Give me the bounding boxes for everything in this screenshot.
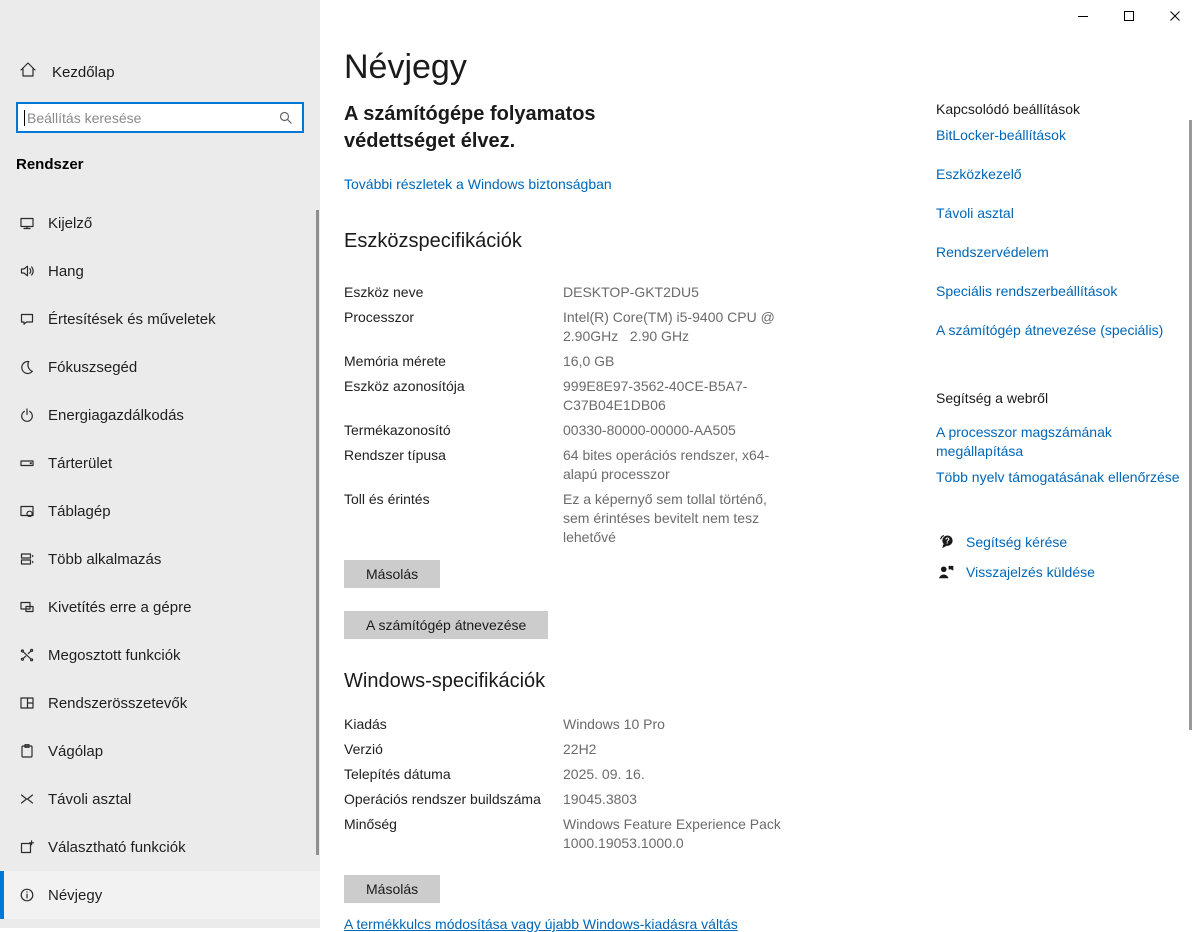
spec-label: Processzor [344, 309, 415, 325]
product-key-link[interactable]: A termékkulcs módosítása vagy újabb Windows-kiadásra váltás [344, 916, 738, 932]
related-link-remote-desktop[interactable]: Távoli asztal [936, 205, 1014, 221]
spec-row [344, 815, 804, 853]
sidebar-item-home[interactable] [0, 52, 320, 92]
svg-text:?: ? [945, 536, 950, 546]
copy-windows-specs-button[interactable]: Másolás [344, 875, 440, 903]
sidebar-item-label: Választható funkciók [48, 838, 186, 856]
related-settings [936, 101, 1188, 360]
clipboard-icon [18, 743, 36, 759]
maximize-icon [1123, 10, 1135, 22]
sidebar-item-label: Kijelző [48, 214, 93, 232]
security-status: A számítógépe folyamatos védettséget élvez. [344, 103, 596, 152]
spec-label: Minőség [344, 816, 397, 832]
spec-row [344, 490, 804, 547]
security-details-link[interactable]: További részletek a Windows biztonságban [344, 176, 612, 192]
sidebar-item-label: Rendszerösszetevők [48, 694, 188, 712]
get-help-link[interactable]: Segítség kérése [966, 534, 1068, 550]
spec-row [344, 446, 804, 484]
spec-row [344, 740, 804, 759]
spec-label: Eszköz azonosítója [344, 378, 465, 394]
spec-label: Memória mérete [344, 353, 446, 369]
minimize-icon [1077, 10, 1089, 22]
related-link-rename-pc-advanced[interactable]: A számítógép átnevezése (speciális) [936, 322, 1164, 338]
sidebar-item-kivetites[interactable] [0, 583, 320, 631]
spec-row [344, 377, 804, 415]
sidebar-item-label: Távoli asztal [48, 790, 132, 808]
spec-label: Operációs rendszer buildszáma [344, 791, 541, 807]
sidebar-item-label: Vágólap [48, 742, 104, 760]
spec-label: Kiadás [344, 716, 387, 732]
spec-label: Rendszer típusa [344, 447, 446, 463]
sidebar-item-tarterulet[interactable] [0, 439, 320, 487]
spec-row [344, 715, 804, 734]
sidebar-item-kijelzo[interactable] [0, 199, 320, 247]
spec-row [344, 765, 804, 784]
home-icon [18, 60, 38, 85]
about-icon [18, 887, 36, 903]
spec-value: Windows Feature Experience Pack 1000.19053.1000.0 [563, 816, 785, 851]
spec-value: 00330-80000-00000-AA505 [563, 422, 736, 438]
shared-experiences-icon [18, 647, 36, 663]
search-input[interactable] [27, 110, 278, 126]
sidebar-item-label: Megosztott funkciók [48, 646, 181, 664]
tablet-icon [18, 503, 36, 519]
system-components-icon [18, 695, 36, 711]
window-controls [1060, 0, 1198, 32]
related-link-advanced-system-settings[interactable]: Speciális rendszerbeállítások [936, 283, 1118, 299]
spec-row [344, 352, 804, 371]
remote-desktop-icon [18, 791, 36, 807]
display-icon [18, 215, 36, 231]
sidebar-item-rendszerosszetevok[interactable] [0, 679, 320, 727]
sidebar-item-fokuszseged[interactable] [0, 343, 320, 391]
spec-value: Windows 10 Pro [563, 716, 665, 732]
sidebar-item-label: Kezdőlap [52, 63, 115, 81]
related-link-bitlocker[interactable]: BitLocker-beállítások [936, 127, 1066, 143]
minimize-button[interactable] [1060, 0, 1106, 32]
focus-assist-icon [18, 359, 36, 375]
get-help-icon [936, 533, 956, 551]
optional-features-icon [18, 839, 36, 855]
search-box [16, 102, 304, 133]
sidebar-item-label: Fókuszsegéd [48, 358, 138, 376]
spec-row [344, 283, 804, 302]
sidebar-item-label: Táblagép [48, 502, 111, 520]
device-specs-heading: Eszközspecifikációk [344, 230, 522, 252]
close-icon [1169, 10, 1181, 22]
sidebar-section-label: Rendszer [16, 156, 84, 173]
windows-specs-section [344, 668, 804, 932]
sidebar-item-label: Több alkalmazás [48, 550, 162, 568]
spec-value: DESKTOP-GKT2DU5 [563, 284, 699, 300]
web-help-heading: Segítség a webről [936, 390, 1049, 406]
windows-specs-heading: Windows-specifikációk [344, 670, 546, 692]
spec-row [344, 421, 804, 440]
spec-value: 64 bites operációs rendszer, x64-alapú processzor [563, 447, 770, 482]
feedback-icon [936, 563, 956, 581]
sidebar-item-tablagep[interactable] [0, 487, 320, 535]
sidebar-item-energiagazdalkodas[interactable] [0, 391, 320, 439]
spec-value: 19045.3803 [563, 791, 637, 807]
spec-label: Toll és érintés [344, 491, 430, 507]
sidebar-item-label: Hang [48, 262, 84, 280]
settings-sidebar [0, 0, 320, 928]
sidebar-item-label: Értesítések és műveletek [48, 310, 216, 328]
sidebar-nav [0, 199, 320, 919]
web-help [936, 390, 1188, 494]
sidebar-item-valaszthato-funkciok[interactable] [0, 823, 320, 871]
sidebar-item-label: Tárterület [48, 454, 113, 472]
maximize-button[interactable] [1106, 0, 1152, 32]
sidebar-item-vagolap[interactable] [0, 727, 320, 775]
spec-value: 22H2 [563, 741, 597, 757]
feedback-link[interactable]: Visszajelzés küldése [966, 564, 1095, 580]
notifications-icon [18, 311, 36, 327]
related-link-system-protection[interactable]: Rendszervédelem [936, 244, 1049, 260]
related-settings-heading: Kapcsolódó beállítások [936, 101, 1080, 117]
sidebar-item-tobb-alkalmazas[interactable] [0, 535, 320, 583]
copy-device-specs-button[interactable]: Másolás [344, 560, 440, 588]
sidebar-item-label: Energiagazdálkodás [48, 406, 184, 424]
spec-value: 16,0 GB [563, 353, 615, 369]
spec-label: Telepítés dátuma [344, 766, 451, 782]
device-specs-section [344, 228, 804, 639]
spec-row [344, 790, 804, 809]
sidebar-item-megosztott-funkciok[interactable] [0, 631, 320, 679]
sidebar-item-label: Kivetítés erre a gépre [48, 598, 192, 616]
search-icon[interactable] [278, 110, 294, 126]
spec-value: Ez a képernyő sem tollal történő, sem érintéses bevitelt nem tesz lehetővé [563, 491, 771, 545]
web-help-link-languages[interactable]: Több nyelv támogatásának ellenőrzése [936, 469, 1180, 485]
sound-icon [18, 263, 36, 279]
spec-label: Eszköz neve [344, 284, 424, 300]
get-help-row[interactable] [936, 533, 1188, 551]
sidebar-item-label: Névjegy [48, 886, 103, 904]
rename-pc-button[interactable]: A számítógép átnevezése [344, 611, 548, 639]
sidebar-item-ertesitesek[interactable] [0, 295, 320, 343]
web-help-link-cores[interactable]: A processzor magszámának megállapítása [936, 424, 1112, 459]
related-link-device-manager[interactable]: Eszközkezelő [936, 166, 1022, 182]
support-links [936, 533, 1188, 593]
spec-row [344, 308, 804, 346]
close-button[interactable] [1152, 0, 1198, 32]
sidebar-item-hang[interactable] [0, 247, 320, 295]
spec-label: Termékazonosító [344, 422, 451, 438]
projecting-icon [18, 599, 36, 615]
spec-value: Intel(R) Core(TM) i5-9400 CPU @ 2.90GHz 2.90 GHz [563, 309, 779, 344]
text-caret [24, 110, 25, 126]
sidebar-item-tavoli-asztal[interactable] [0, 775, 320, 823]
sidebar-scrollbar-thumb[interactable] [316, 210, 319, 855]
sidebar-item-nevjegy[interactable] [0, 871, 320, 919]
spec-label: Verzió [344, 741, 383, 757]
page-title: Névjegy [344, 48, 467, 86]
storage-icon [18, 455, 36, 471]
power-icon [18, 407, 36, 423]
spec-value: 999E8E97-3562-40CE-B5A7-C37B04E1DB06 [563, 378, 748, 413]
multitasking-icon [18, 551, 36, 567]
feedback-row[interactable] [936, 563, 1188, 581]
spec-value: 2025. 09. 16. [563, 766, 645, 782]
main-scrollbar-thumb[interactable] [1189, 120, 1192, 730]
